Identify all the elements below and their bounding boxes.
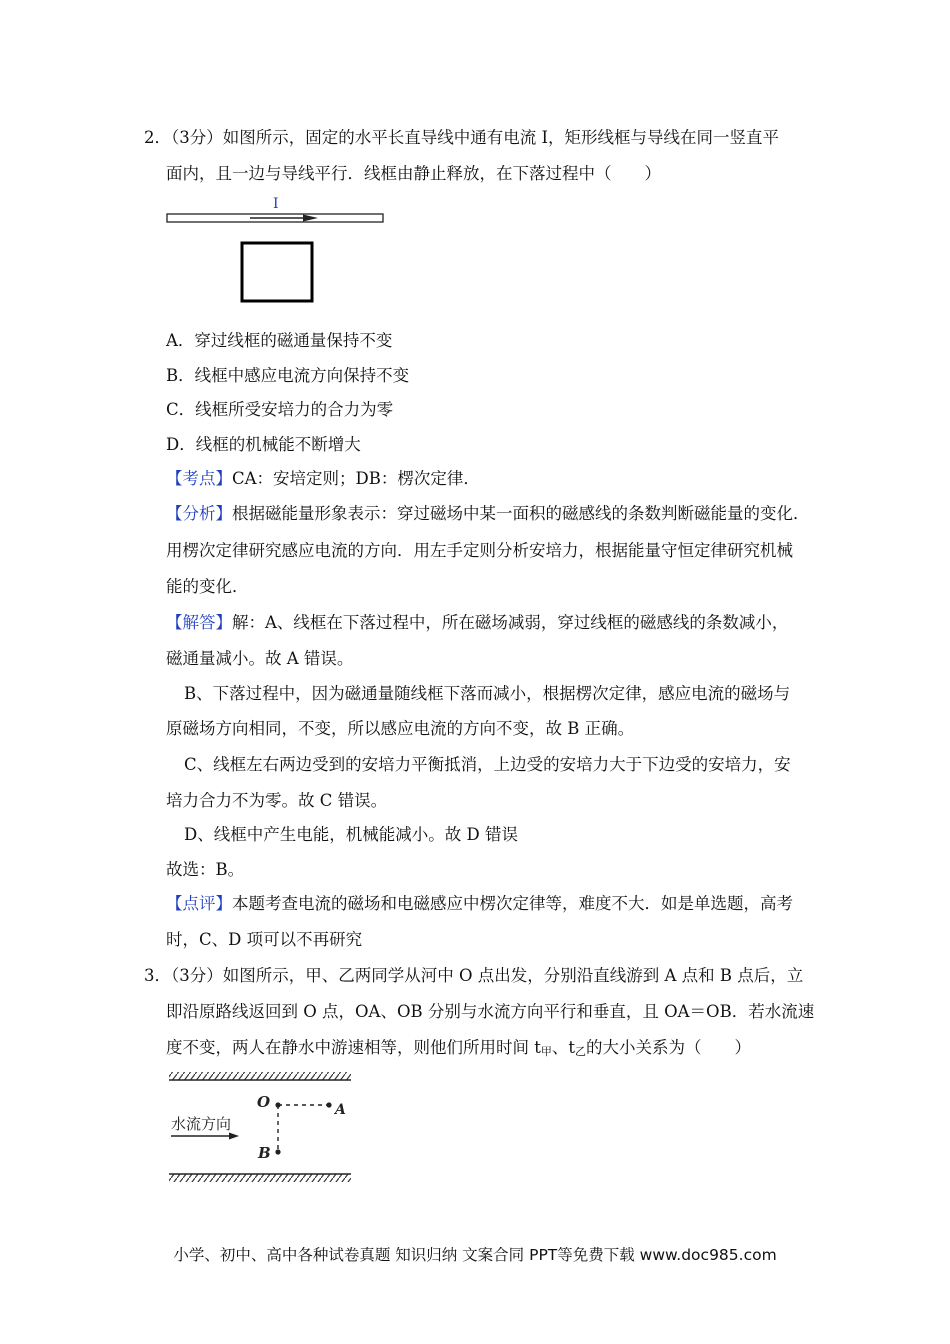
q2-score: （3分） [171,128,223,147]
label-A: A [335,1102,346,1118]
q2-answer: 故选：B。 [166,860,245,879]
q2-jieda-line3: B、下落过程中，因为磁通量随线框下落而减小，根据楞次定律，感应电流的磁场与 [184,684,791,703]
page-footer: 小学、初中、高中各种试卷真题 知识归纳 文案合同 PPT等免费下载 www.doc985.com [173,1246,777,1264]
q2-option-b: B．线框中感应电流方向保持不变 [166,366,410,385]
q2-stem-text1: 如图所示，固定的水平长直导线中通有电流 I，矩形线框与导线在同一竖直平 [222,128,780,147]
q3-number: 3． [144,966,171,985]
q3-stem-line3 [166,1037,751,1061]
q2-current-label: I [273,196,279,212]
q2-jieda-line2: 磁通量减小。故 A 错误。 [166,649,354,668]
q2-option-c: C．线框所受安培力的合力为零 [166,400,394,419]
q2-option-d: D．线框的机械能不断增大 [166,435,361,454]
q2-number: 2． [144,128,171,147]
point-B [275,1149,280,1154]
q2-dianping-line1 [166,893,793,915]
q2-stem-line1 [144,127,779,149]
q2-jieda-line7: D、线框中产生电能，机械能减小。故 D 错误 [184,825,518,844]
kaodian-tag: 【考点】 [166,469,232,488]
label-flow-direction: 水流方向 [171,1115,232,1133]
q2-jieda-line4: 原磁场方向相同，不变，所以感应电流的方向不变，故 B 正确。 [166,719,635,738]
q3-score: （3分） [171,966,223,985]
q3-stem-text3a: 度不变，两人在静水中游速相等，则他们所用时间 t [166,1038,541,1057]
dianping-tag: 【点评】 [166,894,232,913]
flow-arrow-head [229,1133,239,1140]
sub-yi: 乙 [575,1045,587,1058]
jieda-tag: 【解答】 [166,613,232,632]
q3-figure-river [165,1066,365,1186]
q2-fenxi-line1 [166,503,810,525]
q3-stem-line1 [144,965,803,987]
point-A [326,1102,331,1107]
q2-kaodian [166,468,480,490]
q2-figure-wire-and-frame [160,192,400,312]
q2-stem-line2: 面内，且一边与导线平行．线框由静止释放，在下落过程中（ ） [166,164,661,183]
q3-stem-text3c: 的大小关系为（ ） [586,1038,752,1057]
q2-jieda-line6: 培力合力不为零。故 C 错误。 [166,791,388,810]
dianping-text1: 本题考查电流的磁场和电磁感应中楞次定律等，难度不大．如是单选题，高考 [232,894,793,913]
river-bank-top-hatch [169,1072,351,1080]
q3-stem-text3b: 、t [551,1038,576,1057]
q2-option-a: A．穿过线框的磁通量保持不变 [166,331,393,350]
q2-jieda-line5: C、线框左右两边受到的安培力平衡抵消，上边受的安培力大于下边受的安培力，安 [184,755,791,774]
fenxi-tag: 【分析】 [166,504,232,523]
label-B: B [258,1144,271,1162]
label-O: O [257,1093,271,1111]
sub-jia: 甲 [540,1045,552,1058]
kaodian-text: CA：安培定则；DB：楞次定律． [232,469,480,488]
fenxi-text1: 根据磁能量形象表示：穿过磁场中某一面积的磁感线的条数判断磁能量的变化． [232,504,810,523]
q2-jieda-line1 [166,612,788,634]
q3-stem-text1: 如图所示，甲、乙两同学从河中 O 点出发，分别沿直线游到 A 点和 B 点后，立 [222,966,804,985]
q2-dianping-line2: 时，C、D 项可以不再研究 [166,930,363,949]
jieda-text1: 解：A、线框在下落过程中，所在磁场减弱，穿过线框的磁感线的条数减小， [232,613,789,632]
q3-stem-line2: 即沿原路线返回到 O 点，OA、OB 分别与水流方向平行和垂直，且 OA＝OB．若水流速 [166,1002,815,1021]
river-bank-bottom-hatch [169,1174,351,1182]
q2-fenxi-line3: 能的变化． [166,577,249,596]
q2-rectangular-frame [242,243,312,301]
q2-fenxi-line2: 用楞次定律研究感应电流的方向．用左手定则分析安培力，根据能量守恒定律研究机械 [166,541,793,560]
